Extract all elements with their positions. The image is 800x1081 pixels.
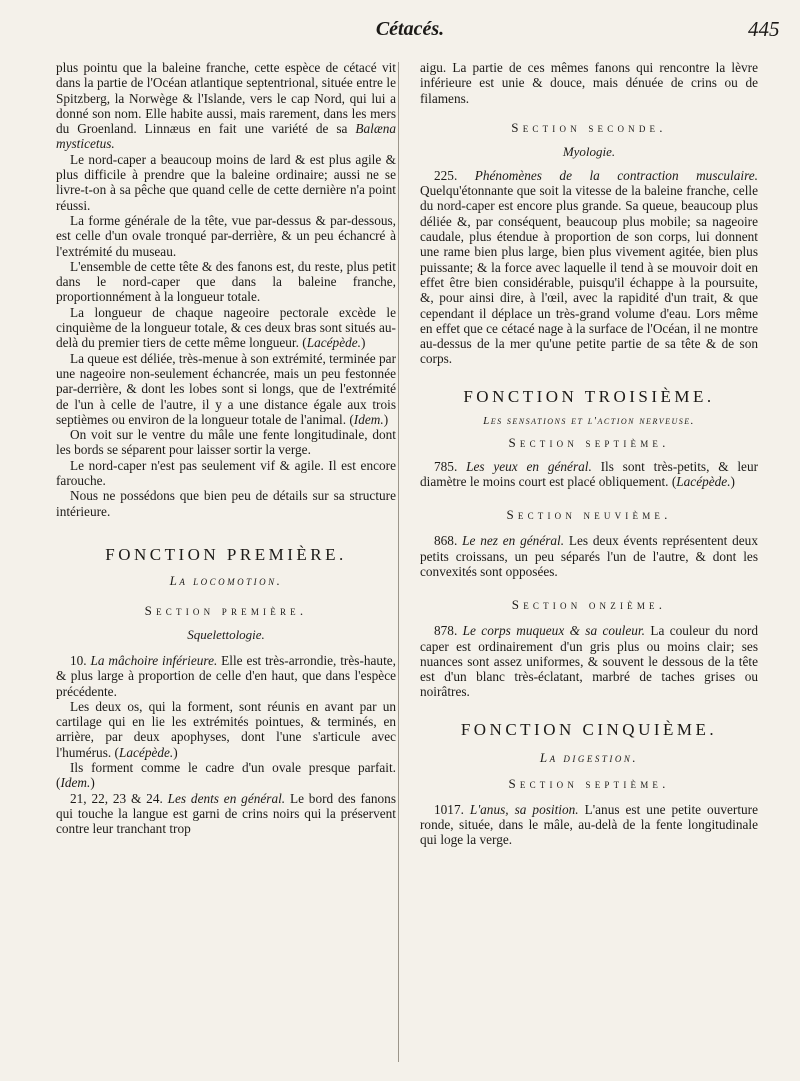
paragraph: 868. Le nez en général. Les deux évents représentent deux petits croissans, un peu séparés l'un de l'autre, & dont les convexités sont opposées. (420, 533, 758, 579)
column-divider (398, 62, 399, 1062)
paragraph: 878. Le corps muqueux & sa couleur. La couleur du nord caper est ordinairement d'un gris plus ou moins clair; ses nuances sont assez uniformes, & souvent le dessous de la tête est d'un blanc très-éclatant, marbré de taches grises ou noirâtres. (420, 623, 758, 700)
function-subheading: Les sensations et l'action nerveuse. (483, 414, 695, 427)
function-subheading: La locomotion. (169, 572, 283, 588)
paragraph: La forme générale de la tête, vue par-dessus & par-dessous, est celle d'un ovale tronqué par-derrière, & un peu échancré à l'extrémité du museau. (56, 212, 396, 259)
page-number: 445 (748, 17, 780, 41)
paragraph: plus pointu que la baleine franche, cette espèce de cétacé vit dans la partie de l'Océan atlantique septentrional, située entre le Spitzberg, la Norwège & l'Islande, vers le cap Nord, qui lui a donné son nom. Elle habite aussi, mais rarement, dans les mers du Groenland. Linnæus en fait une variété de sa Balæna mysticetus. (56, 60, 396, 152)
section-heading: Section première. (144, 602, 308, 618)
section-heading: Section onzième. (511, 597, 667, 613)
section-heading: Section seconde. (511, 119, 667, 135)
section-subheading: Squelettologie. (187, 626, 265, 642)
function-heading: FONCTION CINQUIÈME. (460, 719, 718, 739)
paragraph: 785. Les yeux en général. Ils sont très-petits, & leur diamètre le moins court est placé obliquement. (Lacépède.) (420, 458, 759, 490)
paragraph: On voit sur le ventre du mâle une fente longitudinale, dont les bords se séparent pour laisser sortir la verge. (56, 427, 396, 458)
paragraph: La longueur de chaque nageoire pectorale excède le cinquième de la longueur totale, & ces deux bras sont situés au-delà du premier tiers de cette même longueur. (Lacépède.) (56, 304, 396, 351)
paragraph: Le nord-caper a beaucoup moins de lard & est plus agile & plus difficile à prendre que la baleine ordinaire; aussi ne se livre-t-on à sa pêche que quand celle de cette dernière n'a point réussi. (56, 151, 396, 213)
function-heading: FONCTION TROISIÈME. (463, 386, 715, 406)
function-subheading: La digestion. (539, 749, 639, 765)
section-subheading: Myologie. (562, 143, 616, 159)
left-column (56, 60, 396, 836)
section-heading: Section septième. (508, 775, 670, 791)
paragraph: 21, 22, 23 & 24. Les dents en général. Le bord des fanons qui touche la langue est garni de crins noirs qui la préservent contre leur tranchant trop (56, 790, 397, 837)
paragraph: Le nord-caper n'est pas seulement vif & agile. Il est encore farouche. (56, 457, 396, 489)
paragraph: 10. La mâchoire inférieure. Elle est très-arrondie, très-haute, & plus large à proportion de celle d'en haut, que dans l'espèce précédente. (56, 652, 396, 699)
paragraph: Ils forment comme le cadre d'un ovale presque parfait. (Idem.) (56, 759, 396, 791)
paragraph: Nous ne possédons que bien peu de détails sur sa structure intérieure. (56, 488, 396, 519)
paragraph: aigu. La partie de ces mêmes fanons qui rencontre la lèvre inférieure est unie & douce, mais dénuée de crins ou de filamens. (420, 60, 758, 106)
paragraph: La queue est déliée, très-menue à son extrémité, terminée par une nageoire non-seulement échancrée, mais un peu festonnée par-derrière, & dont les lobes sont si longs, que de l'extrémité de l'un à celle de l'autre, il y a une distance égale aux trois septièmes ou environ de la longueur totale de l'animal. (Idem.) (56, 350, 396, 427)
section-heading: Section neuvième. (506, 507, 672, 523)
paragraph: Les deux os, qui la forment, sont réunis en avant par un cartilage qui en lie les extrémités pointues, & terminés, en arrière, par deux apophyses, dont l'une s'articule avec l'humérus. (Lacépède.) (56, 698, 396, 760)
function-heading: FONCTION PREMIÈRE. (105, 544, 347, 564)
right-column (420, 60, 758, 848)
paragraph: 225. Phénomènes de la contraction musculaire. Quelqu'étonnante que soit la vitesse de la baleine franche, celle du nord-caper est encore plus grande. Sa queue, beaucoup plus déliée &, par conséquent, beaucoup plus mobile; sa nageoire caudale, plus étendue à proportion de son corps, lui donnent une rame bien plus large, bien plus vivement agitée, bien plus puissante; & la force avec laquelle il tend à se mouvoir doit en effet être bien considérable, puisqu'il échappe à la poursuite, &, pour ainsi dire, à l'œil, avec la rapidité d'un trait, & que cependant il déplace un très-grand volume d'eau. Lors même en effet que ce cétacé nage à la surface de l'Océan, il ne montre au-dessus de la mer qu'une petite partie de sa tête & de son corps. (420, 167, 758, 367)
running-title: Cétacés. (375, 18, 445, 40)
paragraph: L'ensemble de cette tête & des fanons est, du reste, plus petit dans le nord-caper que dans la baleine franche, proportionnément à la longueur totale. (56, 258, 396, 305)
paragraph: 1017. L'anus, sa position. L'anus est une petite ouverture ronde, située, dans le mâle, au-delà de la fente longitudinale qui loge la verge. (420, 801, 758, 848)
section-heading: Section septième. (508, 434, 670, 450)
